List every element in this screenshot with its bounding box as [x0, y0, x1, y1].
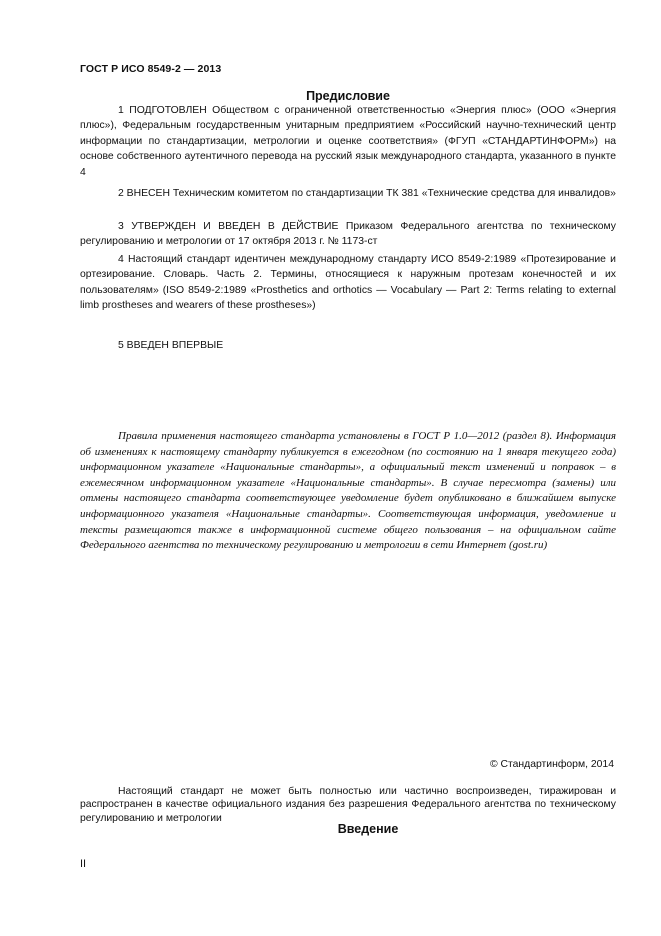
- reproduction-notice: Настоящий стандарт не может быть полностью или частично воспроизведен, тиражирован и распространен в качестве официального издания без разрешения Федерального агентства по техническому регулированию и метрологии: [80, 786, 616, 824]
- foreword-item-1: 1 ПОДГОТОВЛЕН Обществом с ограниченной ответственностью «Энергия плюс» (ООО «Энергия плюс»), Федеральным государственным унитарным предприятием «Российский научно-технический центр информации по стандартизации, метрологии и оценке соответствия» (ФГУП «СТАНДАРТИНФОРМ») на основе собственного аутентичного перевода на русский язык международного стандарта, указанного в пункте 4: [80, 105, 616, 178]
- copyright-line: © Стандартинформ, 2014: [489, 759, 614, 770]
- foreword-item-3: 3 УТВЕРЖДЕН И ВВЕДЕН В ДЕЙСТВИЕ Приказом Федерального агентства по техническому регулированию и метрологии от 17 октября 2013 г. № 1173-ст: [80, 221, 616, 248]
- introduction-title: Введение: [337, 822, 399, 836]
- document-header: ГОСТ Р ИСО 8549-2 — 2013: [80, 63, 222, 75]
- application-note: Правила применения настоящего стандарта установлены в ГОСТ Р 1.0—2012 (раздел 8). Информация об изменениях к настоящему стандарту публикуется в ежегодном (по состоянию на 1 января текущего года) информационном указателе «Национальные стандарты», а официальный текст изменений и поправок – в ежемесячном информационном указателе «Национальные стандарты». В случае пересмотра (замены) или отмены настоящего стандарта соответствующее уведомление будет опубликовано в ближайшем выпуске информационного указателя «Национальные стандарты». Соответствующая информация, уведомление и тексты размещаются также в информационной системе общего пользования – на официальном сайте Федерального агентства по техническому регулированию и метрологии в сети Интернет (gost.ru): [80, 430, 616, 552]
- foreword-title: Предисловие: [306, 89, 390, 103]
- foreword-item-5: 5 ВВЕДЕН ВПЕРВЫЕ: [118, 340, 224, 351]
- foreword-item-4: 4 Настоящий стандарт идентичен международному стандарту ИСО 8549-2:1989 «Протезирование и ортезирование. Словарь. Часть 2. Термины, относящиеся к наружным протезам конечностей и их пользователям» (ISO 8549-2:1989 «Prosthetics and orthotics — Vocabulary — Part 2: Terms relating to external limb prostheses and wearers of these prostheses»): [80, 254, 616, 312]
- foreword-item-2: 2 ВНЕСЕН Техническим комитетом по стандартизации ТК 381 «Технические средства для инвалидов»: [118, 188, 616, 199]
- page-number: II: [80, 858, 87, 870]
